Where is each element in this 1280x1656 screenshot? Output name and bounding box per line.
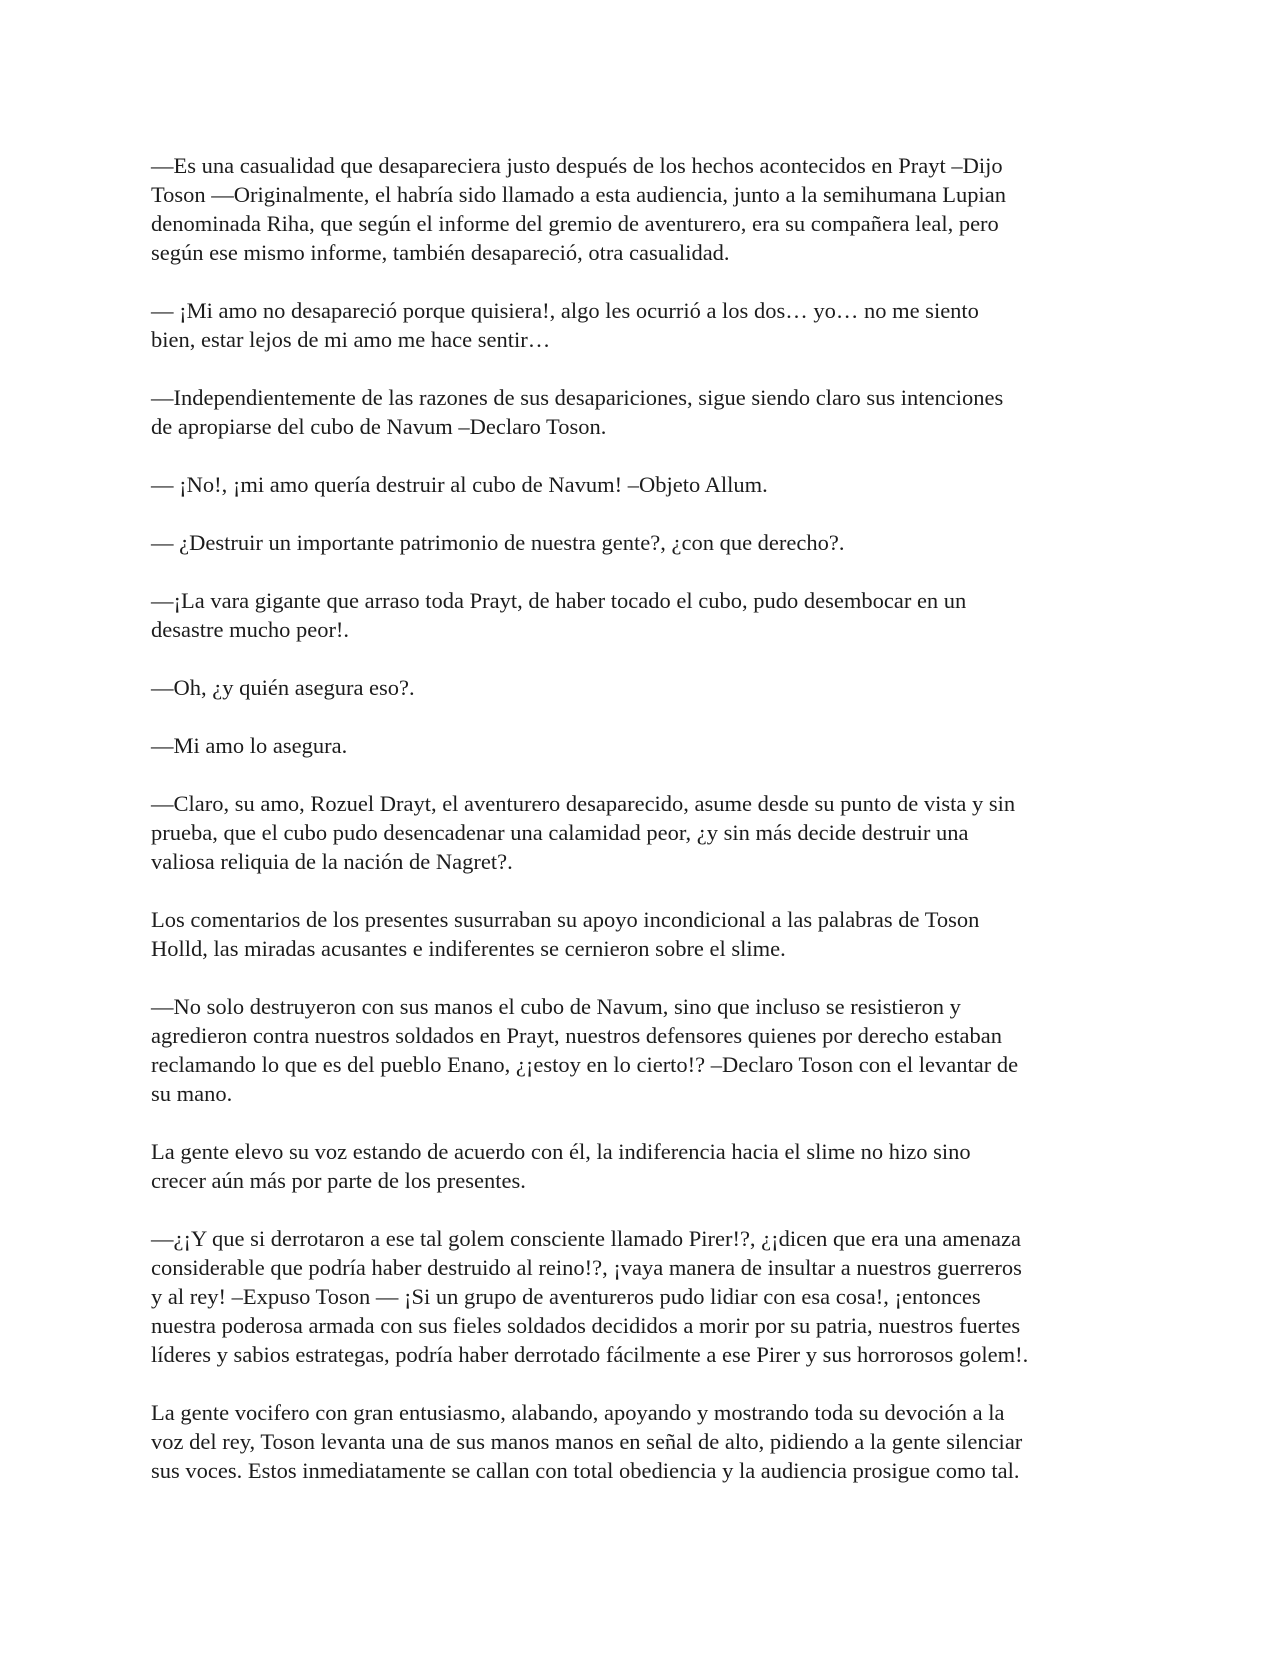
paragraph-12: La gente elevo su voz estando de acuerdo con él, la indiferencia hacia el slime no hizo sino crecer aún más por parte de los presentes. <box>151 1139 971 1193</box>
paragraph-10: Los comentarios de los presentes susurraban su apoyo incondicional a las palabras de Toson Holld, las miradas acusantes e indiferentes se cernieron sobre el slime. <box>151 907 980 961</box>
paragraph-3: —Independientemente de las razones de sus desapariciones, sigue siendo claro sus intenciones de apropiarse del cubo de Navum –Declaro Toson. <box>151 385 1004 439</box>
paragraph-9: —Claro, su amo, Rozuel Drayt, el aventurero desaparecido, asume desde su punto de vista y sin prueba, que el cubo pudo desencadenar una calamidad peor, ¿y sin más decide destruir una valiosa reliquia de la nación de Nagret?. <box>151 791 1016 874</box>
paragraph-13: —¿¡Y que si derrotaron a ese tal golem consciente llamado Pirer!?, ¿¡dicen que era una amenaza considerable que podría haber destruido al reino!?, ¡vaya manera de insultar a nuestros guerreros y al rey! –Expuso Toson — ¡Si un grupo de aventureros pudo lidiar con esa cosa!, ¡entonces nuestra poderosa armada con sus fieles soldados decididos a morir por su patria, nuestros fuertes líderes y sabios estrategas, podría haber derrotado fácilmente a ese Pirer y sus horrorosos golem!. <box>151 1226 1029 1367</box>
paragraph-4: — ¡No!, ¡mi amo quería destruir al cubo de Navum! –Objeto Allum. <box>151 472 768 497</box>
document-page <box>151 151 1141 1514</box>
paragraph-8: —Mi amo lo asegura. <box>151 733 348 758</box>
paragraph-1: —Es una casualidad que desapareciera justo después de los hechos acontecidos en Prayt –Dijo Toson —Originalmente, el habría sido llamado a esta audiencia, junto a la semihumana Lupian denominada Riha, que según el informe del gremio de aventurero, era su compañera leal, pero según ese mismo informe, también desapareció, otra casualidad. <box>151 153 1007 265</box>
paragraph-11: —No solo destruyeron con sus manos el cubo de Navum, sino que incluso se resistieron y agredieron contra nuestros soldados en Prayt, nuestros defensores quienes por derecho estaban reclamando lo que es del pueblo Enano, ¿¡estoy en lo cierto!? –Declaro Toson con el levantar de su mano. <box>151 994 1019 1106</box>
paragraph-5: — ¿Destruir un importante patrimonio de nuestra gente?, ¿con que derecho?. <box>151 530 845 555</box>
paragraph-14: La gente vocifero con gran entusiasmo, alabando, apoyando y mostrando toda su devoción a la voz del rey, Toson levanta una de sus manos manos en señal de alto, pidiendo a la gente silenciar sus voces. Estos inmediatamente se callan con total obediencia y la audiencia prosigue como tal. <box>151 1400 1023 1483</box>
paragraph-6: —¡La vara gigante que arraso toda Prayt, de haber tocado el cubo, pudo desembocar en un desastre mucho peor!. <box>151 588 967 642</box>
paragraph-2: — ¡Mi amo no desapareció porque quisiera!, algo les ocurrió a los dos… yo… no me siento bien, estar lejos de mi amo me hace sentir… <box>151 298 979 352</box>
paragraph-7: —Oh, ¿y quién asegura eso?. <box>151 675 415 700</box>
